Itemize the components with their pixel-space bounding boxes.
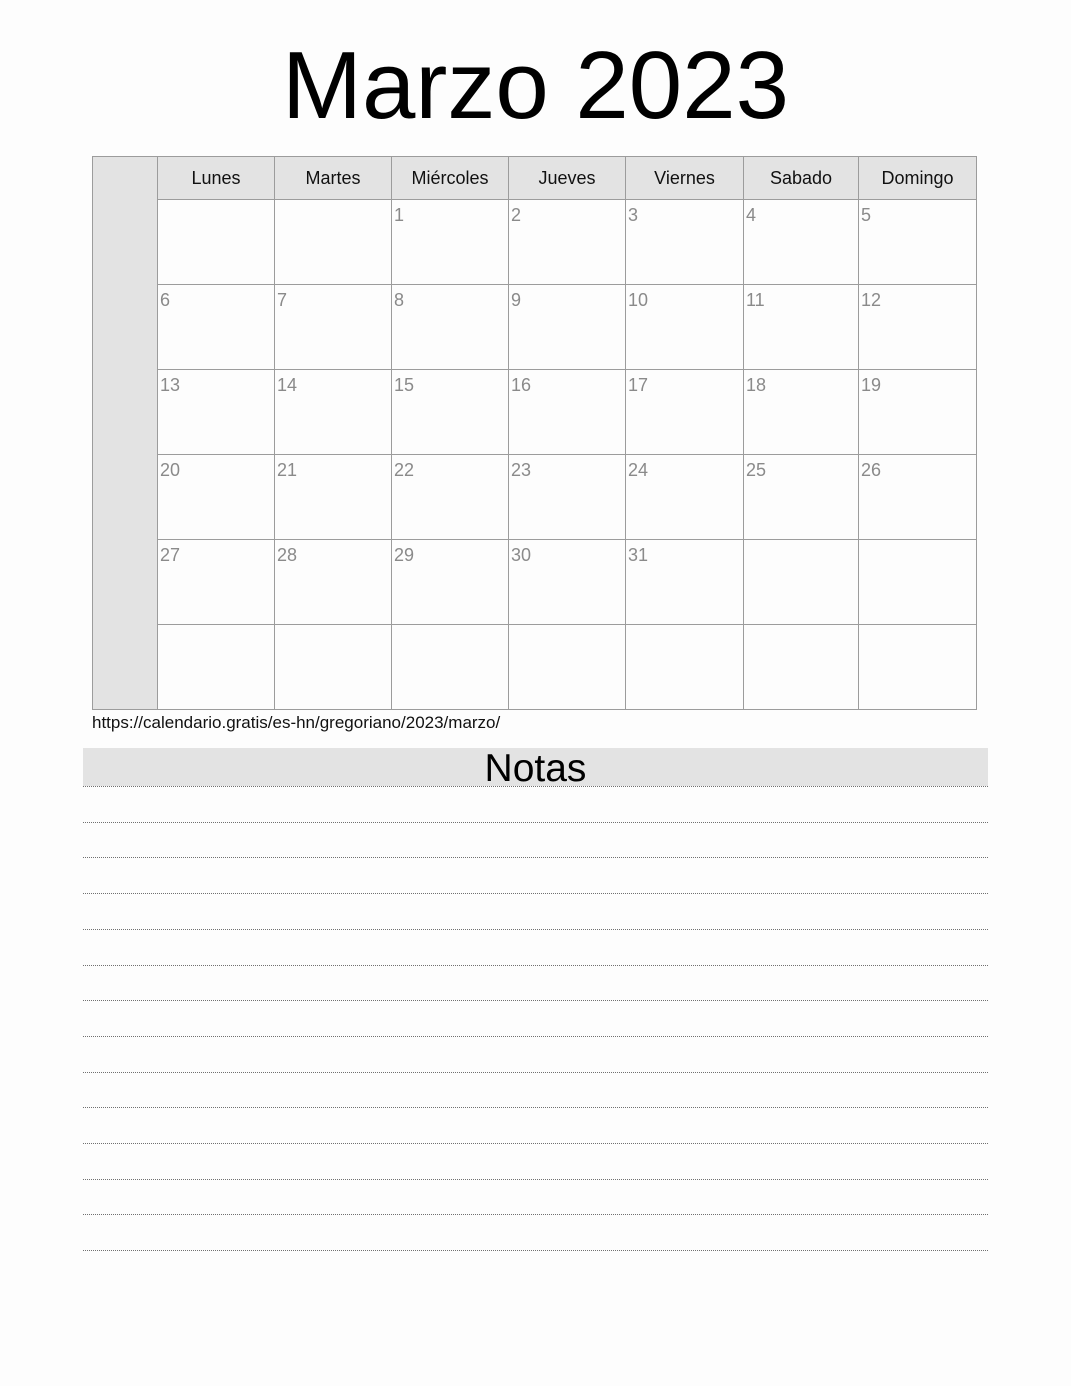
day-number: 29 xyxy=(394,545,415,565)
note-line xyxy=(83,822,988,823)
page-title: Marzo 2023 xyxy=(282,32,789,139)
empty-day-cell xyxy=(859,625,976,709)
day-number: 20 xyxy=(160,460,181,480)
day-cell xyxy=(392,540,509,625)
day-cell xyxy=(275,455,392,540)
note-line xyxy=(83,1143,988,1144)
day-number: 3 xyxy=(628,205,639,225)
day-cell xyxy=(392,370,509,455)
day-cell xyxy=(275,540,392,625)
day-cell xyxy=(158,285,275,370)
weekday-sabado: Sabado xyxy=(744,157,859,199)
day-number: 2 xyxy=(511,205,522,225)
weekday-header-row xyxy=(158,157,976,200)
day-cell xyxy=(392,285,509,370)
day-number: 12 xyxy=(861,290,882,310)
day-cell xyxy=(392,455,509,540)
day-cell xyxy=(509,540,626,625)
day-number: 31 xyxy=(628,545,649,565)
day-number: 4 xyxy=(746,205,757,225)
empty-day-cell xyxy=(158,200,275,285)
note-line xyxy=(83,1036,988,1037)
day-number: 1 xyxy=(394,205,405,225)
day-number: 18 xyxy=(746,375,767,395)
day-number: 15 xyxy=(394,375,415,395)
empty-day-cell xyxy=(744,625,859,709)
day-cell xyxy=(158,370,275,455)
day-number: 10 xyxy=(628,290,649,310)
day-number: 7 xyxy=(277,290,288,310)
empty-day-cell xyxy=(275,200,392,285)
day-number: 17 xyxy=(628,375,649,395)
day-number: 5 xyxy=(861,205,872,225)
day-number: 11 xyxy=(746,290,765,310)
day-number: 24 xyxy=(628,460,649,480)
empty-day-cell xyxy=(158,625,275,709)
day-number: 23 xyxy=(511,460,532,480)
day-cell xyxy=(509,455,626,540)
note-line xyxy=(83,786,988,787)
empty-day-cell xyxy=(275,625,392,709)
calendar-grid xyxy=(92,156,977,710)
day-number: 25 xyxy=(746,460,767,480)
day-cell xyxy=(509,370,626,455)
note-line xyxy=(83,1250,988,1251)
day-cell xyxy=(626,540,744,625)
day-cell xyxy=(744,200,859,285)
day-cell xyxy=(158,455,275,540)
note-line xyxy=(83,929,988,930)
day-cell xyxy=(626,370,744,455)
empty-day-cell xyxy=(626,625,744,709)
weekday-lunes: Lunes xyxy=(158,157,275,199)
day-cell xyxy=(626,200,744,285)
day-number: 19 xyxy=(861,375,882,395)
day-number: 22 xyxy=(394,460,415,480)
day-cell xyxy=(158,540,275,625)
day-number: 27 xyxy=(160,545,181,565)
weekday-domingo: Domingo xyxy=(881,168,954,188)
notes-heading: Notas xyxy=(83,748,988,786)
day-cell xyxy=(509,285,626,370)
day-number: 16 xyxy=(511,375,532,395)
note-line xyxy=(83,965,988,966)
day-number: 13 xyxy=(160,375,181,395)
day-cell xyxy=(626,285,744,370)
weekday-martes: Martes xyxy=(275,157,392,199)
empty-day-cell xyxy=(509,625,626,709)
empty-day-cell xyxy=(744,540,859,625)
empty-day-cell xyxy=(859,540,976,625)
week-number-column xyxy=(93,157,158,709)
day-number: 8 xyxy=(394,290,405,310)
day-cell xyxy=(859,370,976,455)
day-cell xyxy=(275,285,392,370)
day-cell xyxy=(392,200,509,285)
day-number: 14 xyxy=(277,375,298,395)
note-line xyxy=(83,857,988,858)
day-number: 30 xyxy=(511,545,532,565)
source-url[interactable]: https://calendario.gratis/es-hn/gregoriano/2023/marzo/ xyxy=(92,713,501,732)
day-number: 28 xyxy=(277,545,298,565)
calendar-days xyxy=(158,157,976,709)
day-number: 6 xyxy=(160,290,171,310)
note-line xyxy=(83,1179,988,1180)
day-cell xyxy=(859,455,976,540)
day-cell xyxy=(859,200,976,285)
day-number: 21 xyxy=(277,460,298,480)
day-cell xyxy=(744,285,859,370)
empty-day-cell xyxy=(392,625,509,709)
day-number: 26 xyxy=(861,460,882,480)
note-line xyxy=(83,1107,988,1108)
day-cell xyxy=(744,370,859,455)
weekday-jueves: Jueves xyxy=(509,157,626,199)
note-line xyxy=(83,1000,988,1001)
note-line xyxy=(83,1072,988,1073)
day-number: 9 xyxy=(511,290,522,310)
weekday-viernes: Viernes xyxy=(626,157,744,199)
note-line xyxy=(83,1214,988,1215)
day-cell xyxy=(859,285,976,370)
day-cell xyxy=(626,455,744,540)
weekday-miércoles: Miércoles xyxy=(392,157,509,199)
day-cell xyxy=(275,370,392,455)
day-cell xyxy=(744,455,859,540)
day-cell xyxy=(509,200,626,285)
note-line xyxy=(83,893,988,894)
